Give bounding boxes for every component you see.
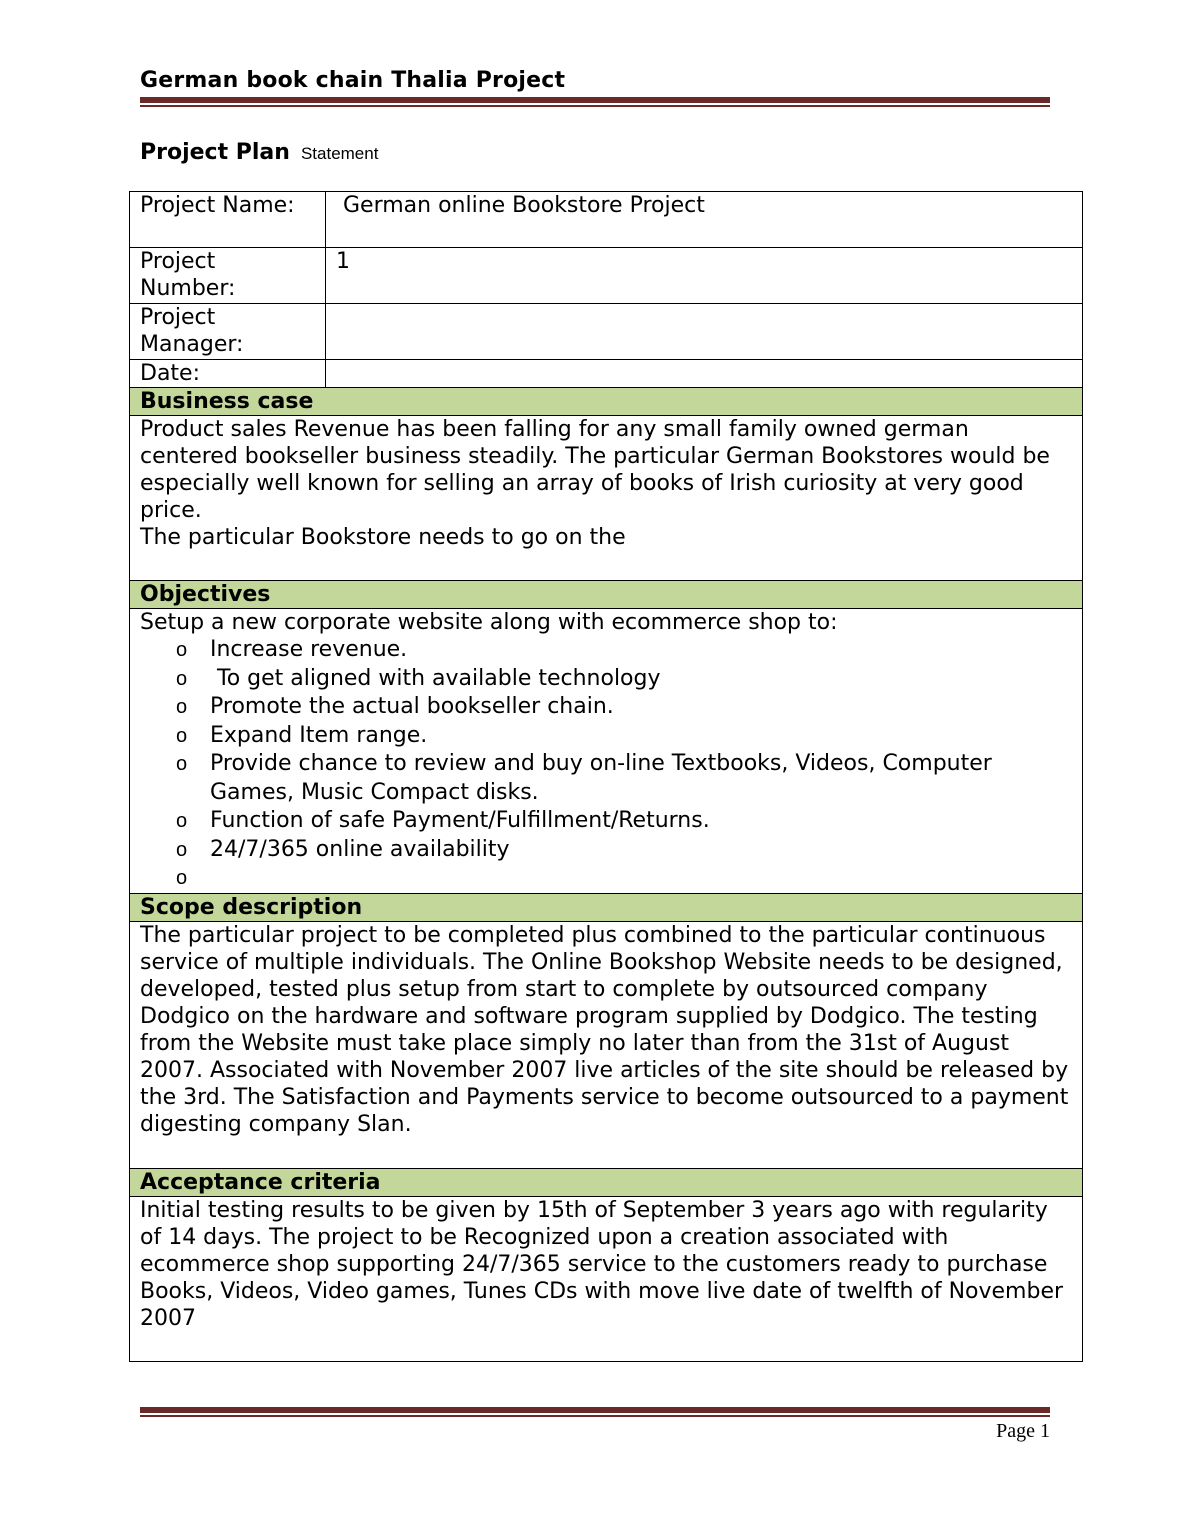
plan-title-subtitle: Statement	[300, 144, 379, 163]
scope-body: The particular project to be completed plus combined to the particular continuous service of multiple individuals. The Online Bookshop Website needs to be designed, developed, tested plus setup from start to complete by outsourced company Dodgico on the hardware and software program supplied by Dodgico. The testing from the Website must take place simply no later than from the 31st of August 2007. Associated with November 2007 live articles of the site should be released by the 3rd. The Satisfaction and Payments service to become outsourced to a payment digesting company Slan.	[130, 922, 1083, 1169]
document-header-title: German book chain Thalia Project	[140, 68, 566, 93]
scope-heading-row	[130, 894, 1083, 922]
header-rule	[140, 97, 1050, 107]
project-number-value: 1	[326, 248, 1083, 304]
project-name-label: Project Name:	[130, 192, 326, 248]
objectives-intro: Setup a new corporate website along with ecommerce shop to:	[140, 610, 838, 635]
project-number-label: Project Number:	[130, 248, 326, 304]
scope-heading: Scope description	[130, 894, 1083, 922]
list-item: o Function of safe Payment/Fulfillment/Returns.	[176, 807, 1072, 836]
project-name-row	[130, 192, 1083, 248]
project-number-row	[130, 248, 1083, 304]
list-item: o To get aligned with available technology	[176, 665, 1072, 694]
business-case-heading: Business case	[130, 388, 1083, 416]
objectives-heading-row	[130, 581, 1083, 609]
business-case-paragraph-2: The particular Bookstore needs to go on the	[140, 525, 626, 550]
acceptance-heading-row	[130, 1169, 1083, 1197]
list-item: o Provide chance to review and buy on-line Textbooks, Videos, Computer Games, Music Compact disks.	[176, 750, 1072, 807]
project-manager-row	[130, 304, 1083, 360]
scope-row	[130, 922, 1083, 1169]
footer-rule	[140, 1407, 1050, 1417]
date-row	[130, 360, 1083, 388]
list-item: o 24/7/365 online availability	[176, 836, 1072, 865]
acceptance-heading: Acceptance criteria	[130, 1169, 1083, 1197]
project-plan-table	[129, 191, 1083, 1362]
list-item	[176, 864, 1072, 893]
project-name-value: German online Bookstore Project	[326, 192, 1083, 248]
acceptance-row	[130, 1197, 1083, 1362]
objectives-heading: Objectives	[130, 581, 1083, 609]
project-manager-label: Project Manager:	[130, 304, 326, 360]
project-manager-value	[326, 304, 1083, 360]
objectives-body	[130, 609, 1083, 894]
list-item: o Promote the actual bookseller chain.	[176, 693, 1072, 722]
plan-title	[140, 140, 378, 165]
list-item: o Expand Item range.	[176, 722, 1072, 751]
objectives-row	[130, 609, 1083, 894]
objectives-list	[140, 636, 1072, 893]
business-case-body	[130, 416, 1083, 581]
acceptance-body: Initial testing results to be given by 15th of September 3 years ago with regularity of 14 days. The project to be Recognized upon a creation associated with ecommerce shop supporting 24/7/365 service to the customers ready to purchase Books, Videos, Video games, Tunes CDs with move live date of twelfth of November 2007	[130, 1197, 1083, 1362]
business-case-heading-row	[130, 388, 1083, 416]
business-case-paragraph-1: Product sales Revenue has been falling for any small family owned german centered bookseller business steadily. The particular German Bookstores would be especially well known for selling an array of books of Irish curiosity at very good price.	[140, 417, 1050, 523]
business-case-row	[130, 416, 1083, 581]
plan-title-main: Project Plan	[140, 140, 290, 165]
page-number: Page 1	[996, 1420, 1050, 1442]
date-value	[326, 360, 1083, 388]
date-label: Date:	[130, 360, 326, 388]
list-item: o Increase revenue.	[176, 636, 1072, 665]
